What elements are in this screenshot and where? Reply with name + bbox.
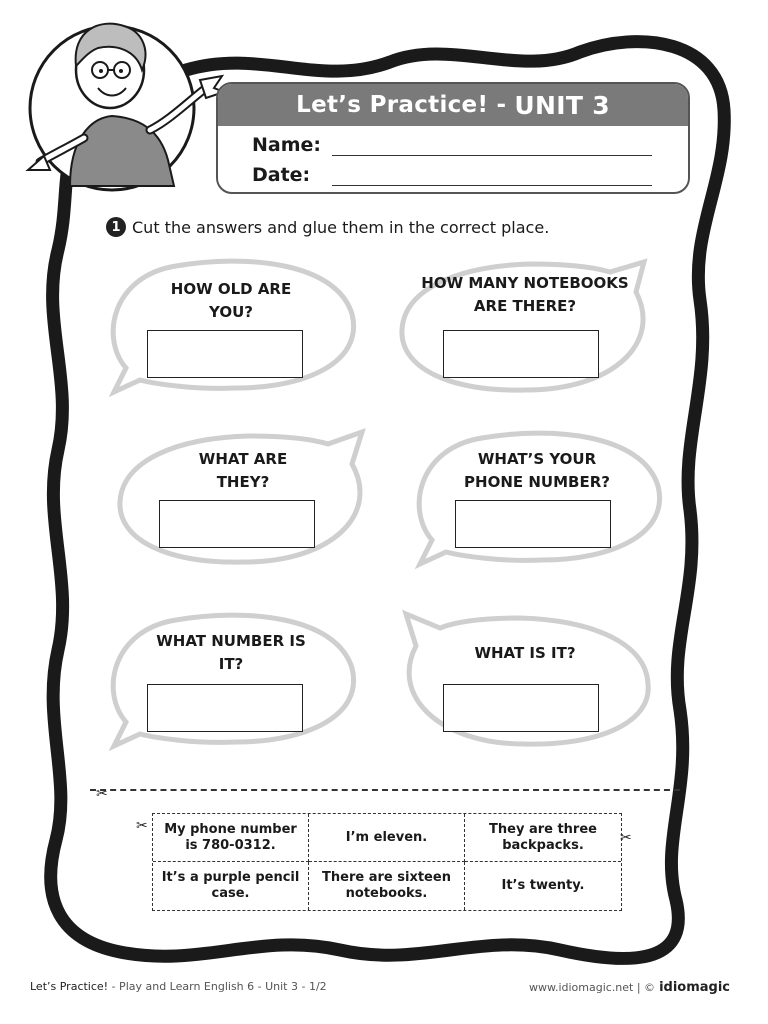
question-text: WHAT ARE THEY? xyxy=(198,450,288,491)
scissors-icon: ✂ xyxy=(620,830,632,846)
answer-box[interactable] xyxy=(159,500,315,548)
cut-line xyxy=(90,789,680,791)
header-box xyxy=(216,82,690,194)
date-field[interactable] xyxy=(332,167,652,186)
scissors-icon: ✂ xyxy=(96,786,108,802)
date-row xyxy=(252,164,652,186)
answer-card[interactable]: There are sixteen notebooks. xyxy=(309,862,465,910)
question-text: WHAT NUMBER IS IT? xyxy=(156,632,306,673)
scissors-icon: ✂ xyxy=(136,818,148,834)
speech-bubble-1 xyxy=(106,258,356,396)
answer-card[interactable]: It’s twenty. xyxy=(501,878,585,893)
speech-bubble-2 xyxy=(400,258,650,396)
question-text: WHAT IS IT? xyxy=(474,644,576,662)
title-bar xyxy=(218,84,688,126)
answer-box[interactable] xyxy=(147,330,303,378)
answer-cutouts xyxy=(152,813,622,911)
footer-right xyxy=(529,980,730,995)
answer-box[interactable] xyxy=(455,500,611,548)
answer-card[interactable]: I’m eleven. xyxy=(309,814,465,862)
speech-bubble-4 xyxy=(412,430,662,568)
footer-url[interactable]: www.idiomagic.net | © xyxy=(528,981,656,994)
name-field[interactable] xyxy=(332,137,652,156)
date-label: Date: xyxy=(252,164,311,186)
footer-left xyxy=(30,980,327,993)
instruction xyxy=(106,217,549,237)
answer-card[interactable]: It’s a purple pencil case. xyxy=(153,862,309,910)
question-text: HOW OLD ARE YOU? xyxy=(170,280,292,321)
teacher-illustration xyxy=(28,24,224,190)
name-row xyxy=(252,134,652,156)
speech-bubble-6 xyxy=(400,612,650,750)
brand-logo: idiomagic xyxy=(659,980,730,995)
speech-bubble-3 xyxy=(118,430,368,568)
question-text: WHAT’S YOUR PHONE NUMBER? xyxy=(464,450,610,491)
answer-card[interactable]: My phone number is 780-0312. xyxy=(153,814,309,862)
instruction-number: 1 xyxy=(106,217,126,237)
speech-bubble-5 xyxy=(106,612,356,750)
unit-label: UNIT 3 xyxy=(514,90,610,120)
answer-card[interactable]: They are three backpacks. xyxy=(465,814,621,862)
answer-box[interactable] xyxy=(443,330,599,378)
answer-box[interactable] xyxy=(147,684,303,732)
name-label: Name: xyxy=(252,134,322,156)
page-title: Let’s Practice! - xyxy=(296,92,507,118)
instruction-text: Cut the answers and glue them in the correct place. xyxy=(132,217,550,237)
answer-box[interactable] xyxy=(443,684,599,732)
footer-title: Let’s Practice! xyxy=(30,980,109,993)
question-text: HOW MANY NOTEBOOKS ARE THERE? xyxy=(421,274,629,315)
footer-subtitle: - Play and Learn English 6 - Unit 3 - 1/2 xyxy=(108,980,327,993)
